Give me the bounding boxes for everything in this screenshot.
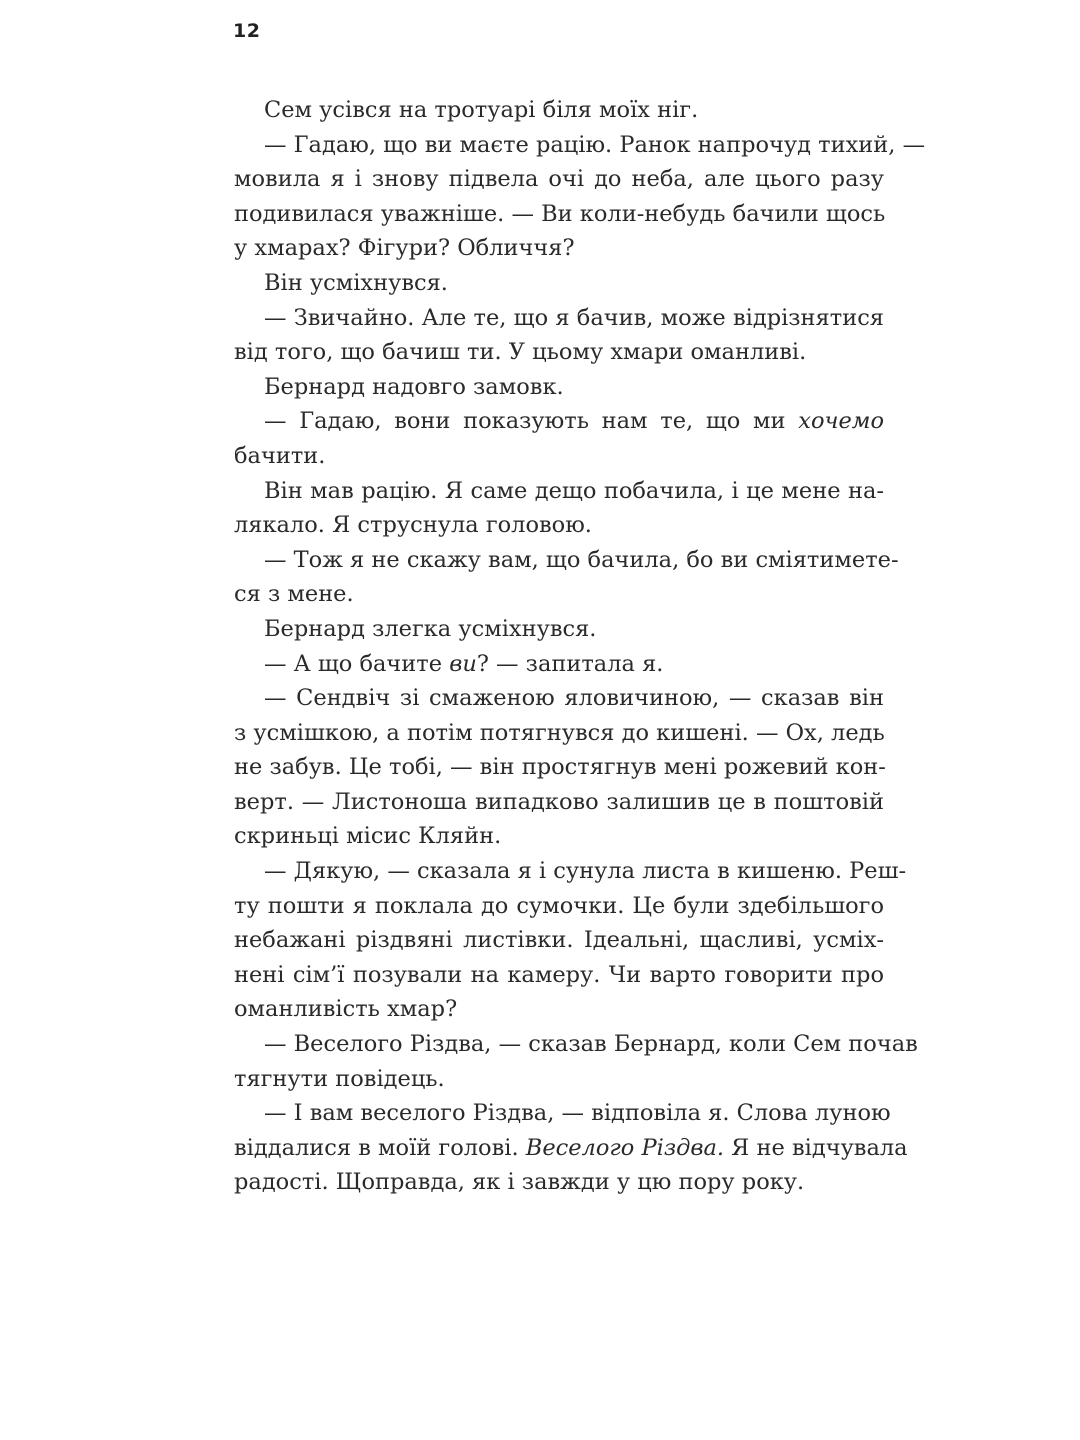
text-run: нені сім’ї позували на камеру. Чи варто говорити про	[234, 961, 884, 988]
page-number: 12	[233, 20, 261, 42]
text-run: — Звичайно. Але те, що я бачив, може відрізнятися	[264, 304, 884, 331]
text-line	[234, 1096, 891, 1131]
paragraph	[234, 1096, 908, 1200]
text-run: радості. Щоправда, як і завжди у цю пору року.	[234, 1169, 805, 1196]
paragraph	[234, 681, 884, 854]
text-run: Я не відчувала	[724, 1134, 908, 1161]
text-line	[234, 819, 884, 854]
text-run: Бернард надовго замовк.	[264, 373, 564, 400]
text-run: — І вам веселого Різдва, — відповіла я. Слова луною	[264, 1100, 891, 1127]
paragraph	[234, 266, 884, 301]
text-line	[234, 162, 884, 197]
paragraph	[234, 474, 884, 543]
paragraph	[234, 854, 907, 1027]
text-line	[234, 543, 899, 578]
paragraph	[234, 647, 884, 682]
text-run: — Гадаю, вони показують нам те, що ми	[264, 408, 799, 435]
paragraph	[234, 1027, 918, 1096]
text-line	[234, 93, 884, 128]
text-line	[234, 923, 884, 958]
text-line	[234, 439, 884, 474]
text-run: — Дякую, — сказала я і сунула листа в кишеню. Реш-	[264, 858, 907, 885]
italic-text-run: хочемо	[798, 408, 884, 435]
text-run: верт. — Листоноша випадково залишив це в поштовій	[234, 788, 884, 815]
text-line	[234, 750, 884, 785]
italic-text-run: ви	[449, 650, 477, 677]
text-run: від того, що бачиш ти. У цьому хмари оманливі.	[234, 339, 807, 366]
text-run: Сем усівся на тротуарі біля моїх ніг.	[264, 97, 699, 123]
text-line	[234, 474, 884, 509]
text-run: мовила я і знову підвела очі до неба, але цього разу	[234, 166, 884, 193]
body-text	[234, 93, 926, 1200]
text-run: тягнути повідець.	[234, 1065, 445, 1092]
text-line	[234, 197, 884, 232]
paragraph	[234, 543, 899, 612]
paragraph	[234, 370, 884, 405]
text-line	[234, 128, 926, 163]
text-run: ? — запитала я.	[476, 650, 664, 677]
text-run: у хмарах? Фігури? Обличчя?	[234, 235, 575, 262]
paragraph	[234, 93, 884, 128]
text-line	[234, 301, 884, 336]
text-run: — А що бачите	[264, 650, 450, 677]
text-run: — Веселого Різдва, — сказав Бернард, коли Сем почав	[264, 1031, 918, 1058]
text-run: ся з мене.	[234, 581, 354, 608]
text-run: ту пошти я поклала до сумочки. Це були здебільшого	[234, 892, 884, 919]
text-run: Він усміхнувся.	[264, 269, 448, 296]
text-line	[234, 231, 884, 266]
text-run: — Гадаю, що ви маєте рацію. Ранок напрочуд тихий, —	[264, 131, 926, 158]
text-line	[234, 716, 884, 751]
text-line	[234, 1131, 908, 1166]
text-run: віддалися в моїй голові.	[234, 1134, 526, 1161]
text-line	[234, 335, 884, 370]
text-run: бачити.	[234, 442, 326, 469]
text-run: Бернард злегка усміхнувся.	[264, 615, 597, 642]
text-run: — Сендвіч зі смаженою яловичиною, — сказав він	[264, 685, 884, 712]
text-run: Він мав рацію. Я саме дещо побачила, і це мене на-	[264, 477, 884, 504]
paragraph	[234, 404, 884, 473]
text-line	[234, 1165, 884, 1200]
text-run: оманливість хмар?	[234, 996, 458, 1023]
italic-text-run: Веселого Різдва.	[525, 1134, 725, 1161]
text-run: скриньці місис Кляйн.	[234, 823, 502, 850]
text-line	[234, 266, 884, 301]
text-line	[234, 854, 907, 889]
text-line	[234, 508, 884, 543]
text-run: — Тож я не скажу вам, що бачила, бо ви сміятимете-	[264, 546, 899, 573]
text-line	[234, 992, 884, 1027]
text-line	[234, 958, 884, 993]
text-line	[234, 889, 884, 924]
paragraph	[234, 301, 884, 370]
paragraph	[234, 128, 926, 266]
text-run: не забув. Це тобі, — він простягнув мені рожевий кон-	[234, 754, 886, 781]
text-line	[234, 681, 884, 716]
text-run: лякало. Я струснула головою.	[234, 512, 592, 539]
text-run: небажані різдвяні листівки. Ідеальні, щасливі, усміх-	[234, 927, 884, 954]
text-line	[234, 785, 884, 820]
text-line	[234, 577, 884, 612]
text-line	[234, 370, 884, 405]
text-run: подивилася уважніше. — Ви коли-небудь бачили щось	[234, 200, 886, 227]
text-line	[234, 404, 884, 439]
text-line	[234, 1027, 918, 1062]
text-run: з усмішкою, а потім потягнувся до кишені. — Ох, ледь	[234, 719, 885, 746]
text-line	[234, 647, 884, 682]
text-line	[234, 612, 884, 647]
text-line	[234, 1062, 884, 1097]
paragraph	[234, 612, 884, 647]
